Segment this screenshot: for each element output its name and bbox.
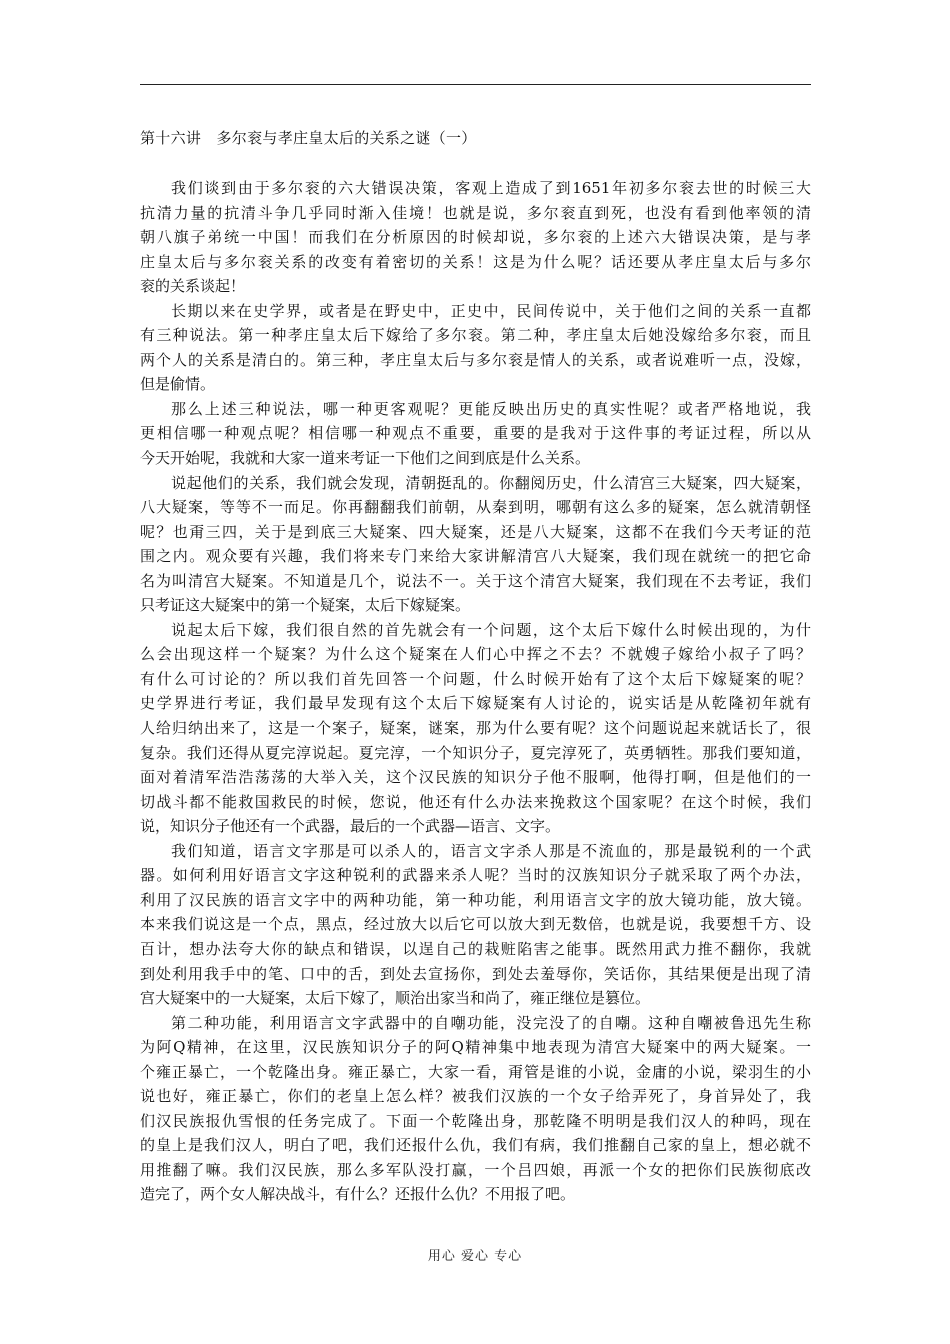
text-line: 到处利用我手中的笔、口中的舌，到处去宣扬你，到处去羞辱你，笑话你，其结果便是出现了清 bbox=[140, 964, 811, 983]
paragraph bbox=[140, 176, 811, 299]
text-line: 庄皇太后与多尔衮关系的改变有着密切的关系！这是为什么呢？话还要从孝庄皇太后与多尔 bbox=[140, 252, 811, 271]
paragraph bbox=[140, 839, 811, 1011]
paragraph bbox=[140, 397, 811, 471]
text-line: 面对着清军浩浩荡荡的大举入关，这个汉民族的知识分子他不服啊，他得打啊，但是他们的一 bbox=[140, 768, 811, 787]
text-line: 长期以来在史学界，或者是在野史中，正史中，民间传说中，关于他们之间的关系一直都 bbox=[171, 301, 811, 320]
text-line: 呢？也甭三四，关于是到底三大疑案、四大疑案，还是八大疑案，这都不在我们今天考证的范 bbox=[140, 522, 811, 541]
text-line: 两个人的关系是清白的。第三种，孝庄皇太后与多尔衮是情人的关系，或者说难听一点，没嫁， bbox=[140, 350, 811, 369]
text-line: 百计，想办法夸大你的缺点和错误，以逞自己的栽赃陷害之能事。既然用武力推不翻你，我就 bbox=[140, 939, 811, 958]
text-line: 更相信哪一种观点呢？相信哪一种观点不重要，重要的是我对于这件事的考证过程，所以从 bbox=[140, 424, 811, 443]
text-line: 只考证这大疑案中的第一个疑案，太后下嫁疑案。 bbox=[140, 596, 471, 615]
text-line: 第二种功能，利用语言文字武器中的自嘲功能，没完没了的自嘲。这种自嘲被鲁迅先生称 bbox=[171, 1013, 811, 1032]
text-line: 说也好，雍正暴亡，你们的老皇上怎么样？被我们汉族的一个女子给弄死了，身首异处了，我 bbox=[140, 1087, 811, 1106]
text-line: 八大疑案，等等不一而足。你再翻翻我们前朝，从秦到明，哪朝有这么多的疑案，怎么就清朝怪 bbox=[140, 498, 811, 517]
page-footer: 用心 爱心 专心 bbox=[427, 1249, 523, 1264]
text-line: 个雍正暴亡，一个乾隆出身。雍正暴亡，大家一看，甭管是谁的小说，金庸的小说，梁羽生的小 bbox=[140, 1062, 811, 1081]
text-line: 的皇上是我们汉人，明白了吧，我们还报什么仇，我们有病，我们推翻自己家的皇上，想必就不 bbox=[140, 1136, 811, 1155]
text-line: 复杂。我们还得从夏完淳说起。夏完淳，一个知识分子，夏完淳死了，英勇牺牲。那我们要知道， bbox=[140, 743, 811, 762]
text-line: 有三种说法。第一种孝庄皇太后下嫁给了多尔衮。第二种，孝庄皇太后她没嫁给多尔衮，而且 bbox=[140, 326, 811, 345]
paragraph bbox=[140, 618, 811, 839]
text-line: 有什么可讨论的？所以我们首先回答一个问题，什么时候开始有了这个太后下嫁疑案的呢？ bbox=[140, 669, 811, 688]
text-line: 我们知道，语言文字那是可以杀人的，语言文字杀人那是不流血的，那是最锐利的一个武 bbox=[171, 841, 811, 860]
text-line: 么会出现这样一个疑案？为什么这个疑案在人们心中挥之不去？不就嫂子嫁给小叔子了吗？ bbox=[140, 645, 811, 664]
text-line: 切战斗都不能救国救民的时候，您说，他还有什么办法来挽救这个国家呢？在这个时候，我们 bbox=[140, 792, 811, 811]
text-line: 人给归纳出来了，这是一个案子，疑案，谜案，那为什么要有呢？这个问题说起来就话长了，很 bbox=[140, 719, 811, 738]
paragraph bbox=[140, 471, 811, 618]
document-body bbox=[140, 176, 811, 1207]
text-line: 本来我们说这是一个点，黑点，经过放大以后它可以放大到无数倍，也就是说，我要想千方、设 bbox=[140, 915, 811, 934]
text-line: 朝八旗子弟统一中国！而我们在分析原因的时候却说，多尔衮的上述六大错误决策，是与孝 bbox=[140, 228, 811, 247]
text-line: 那么上述三种说法，哪一种更客观呢？更能反映出历史的真实性呢？或者严格地说，我 bbox=[171, 399, 811, 418]
text-line: 器。如何利用好语言文字这种锐利的武器来杀人呢？当时的汉族知识分子就采取了两个办法， bbox=[140, 866, 811, 885]
text-line: 围之内。观众要有兴趣，我们将来专门来给大家讲解清宫八大疑案，我们现在就统一的把它命 bbox=[140, 547, 811, 566]
paragraph bbox=[140, 1011, 811, 1207]
text-line: 史学界进行考证，我们最早发现有这个太后下嫁疑案有人讨论的，说实话是从乾隆初年就有 bbox=[140, 694, 811, 713]
text-line: 用推翻了嘛。我们汉民族，那么多军队没打赢，一个吕四娘，再派一个女的把你们民族彻底改 bbox=[140, 1160, 811, 1179]
text-line: 衮的关系谈起！ bbox=[140, 277, 246, 296]
text-line: 名为叫清宫大疑案。不知道是几个，说法不一。关于这个清宫大疑案，我们现在不去考证，我们 bbox=[140, 571, 811, 590]
text-line: 说，知识分子他还有一个武器，最后的一个武器—语言、文字。 bbox=[140, 817, 561, 836]
text-line: 造完了，两个女人解决战斗，有什么？还报什么仇？不用报了吧。 bbox=[140, 1185, 576, 1204]
paragraph bbox=[140, 299, 811, 397]
text-line: 但是偷情。 bbox=[140, 375, 216, 394]
text-line: 说起他们的关系，我们就会发现，清朝挺乱的。你翻阅历史，什么清宫三大疑案，四大疑案， bbox=[171, 473, 811, 492]
text-line: 我们谈到由于多尔衮的六大错误决策，客观上造成了到1651年初多尔衮去世的时候三大 bbox=[171, 179, 811, 197]
text-line: 说起太后下嫁，我们很自然的首先就会有一个问题，这个太后下嫁什么时候出现的，为什 bbox=[171, 620, 811, 639]
lecture-title: 第十六讲 多尔衮与孝庄皇太后的关系之谜（一） bbox=[140, 129, 477, 147]
text-line: 宫大疑案中的一大疑案，太后下嫁了，顺治出家当和尚了，雍正继位是篡位。 bbox=[140, 989, 651, 1008]
text-line: 抗清力量的抗清斗争几乎同时渐入佳境！也就是说，多尔衮直到死，也没有看到他率领的清 bbox=[140, 203, 811, 222]
header-rule bbox=[140, 84, 811, 85]
text-line: 们汉民族报仇雪恨的任务完成了。下面一个乾隆出身，那乾隆不明明是我们汉人的种吗，现在 bbox=[140, 1111, 811, 1130]
text-line: 为阿Q精神，在这里，汉民族知识分子的阿Q精神集中地表现为清宫大疑案中的两大疑案。一 bbox=[140, 1038, 811, 1057]
text-line: 利用了汉民族的语言文字中的两种功能，第一种功能，利用语言文字的放大镜功能，放大镜。 bbox=[140, 890, 811, 909]
text-line: 今天开始呢，我就和大家一道来考证一下他们之间到底是什么关系。 bbox=[140, 449, 591, 468]
